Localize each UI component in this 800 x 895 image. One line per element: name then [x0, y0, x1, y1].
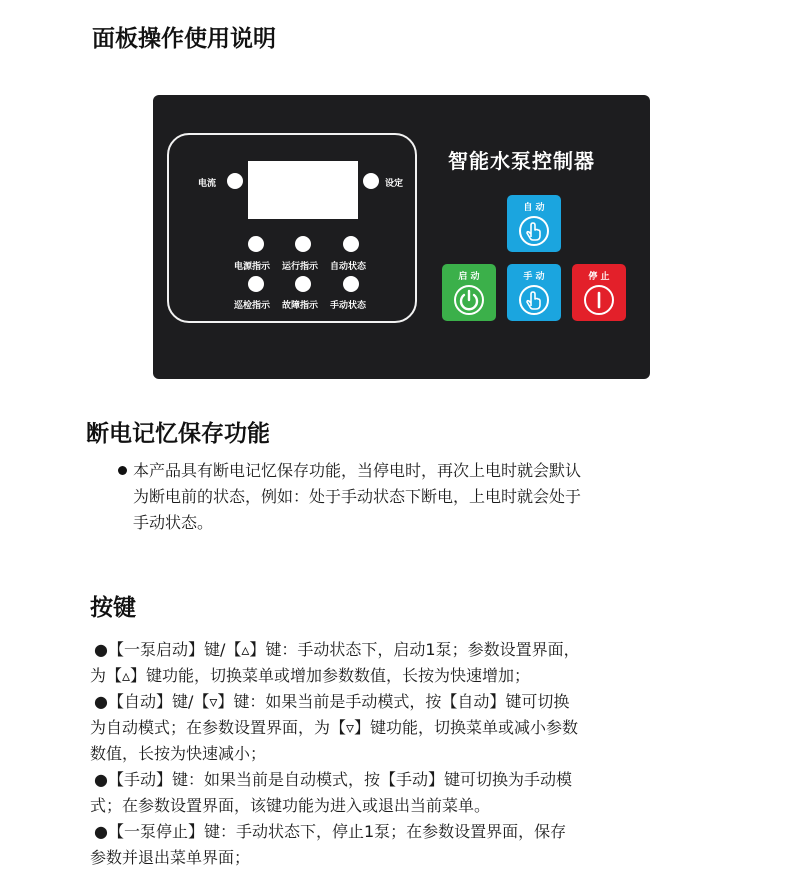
heading-panel-manual: 面板操作使用说明: [92, 26, 276, 52]
stop-button-label: 停 止: [588, 272, 610, 282]
heading-memory-function: 断电记忆保存功能: [86, 421, 270, 447]
keys-line-3: ●【自动】键/【▿】键：如果当前是手动模式，按【自动】键可切换: [94, 692, 570, 711]
power-indicator-led: [248, 236, 264, 252]
manual-state-led: [343, 276, 359, 292]
patrol-indicator-label: 巡检指示: [234, 301, 271, 311]
keys-line-7: 式；在参数设置界面，该键功能为进入或退出当前菜单。: [90, 796, 491, 815]
manual-button-label: 手 动: [523, 272, 545, 282]
manual-state-label: 手动状态: [330, 301, 367, 311]
stop-button[interactable]: [572, 264, 626, 321]
keys-description: [90, 637, 580, 871]
hand-icon: [518, 284, 550, 316]
hand-icon: [518, 215, 550, 247]
auto-button[interactable]: [507, 195, 561, 252]
fault-indicator-label: 故障指示: [282, 301, 319, 311]
bullet-icon: [118, 466, 127, 475]
controller-title: 智能水泵控制器: [448, 149, 595, 173]
keys-line-5: 数值，长按为快速减小；: [90, 744, 267, 763]
patrol-indicator-led: [248, 276, 264, 292]
run-indicator-label: 运行指示: [282, 262, 319, 272]
current-label: 电流: [198, 179, 217, 189]
start-button[interactable]: [442, 264, 496, 321]
power-indicator-label: 电源指示: [234, 262, 271, 272]
memory-description: [118, 458, 581, 536]
run-indicator-led: [295, 236, 311, 252]
start-button-label: 启 动: [458, 272, 480, 282]
memory-line-1: 本产品具有断电记忆保存功能，当停电时，再次上电时就会默认: [133, 461, 582, 480]
auto-state-label: 自动状态: [330, 262, 367, 272]
manual-button[interactable]: [507, 264, 561, 321]
control-panel: [153, 95, 650, 379]
keys-line-4: 为自动模式；在参数设置界面，为【▿】键功能，切换菜单或减小参数: [90, 718, 579, 737]
memory-line-2: 为断电前的状态，例如：处于手动状态下断电，上电时就会处于: [133, 487, 582, 506]
stop-icon: [583, 284, 615, 316]
heading-keys: 按键: [90, 595, 136, 621]
fault-indicator-led: [295, 276, 311, 292]
settings-label: 设定: [385, 179, 404, 189]
memory-line-3: 手动状态。: [133, 513, 214, 532]
keys-line-2: 为【▵】键功能，切换菜单或增加参数数值，长按为快速增加；: [90, 666, 531, 685]
power-icon: [453, 284, 485, 316]
keys-line-6: ●【手动】键：如果当前是自动模式，按【手动】键可切换为手动模: [94, 770, 572, 789]
keys-line-1: ●【一泵启动】键/【▵】键：手动状态下，启动1泵；参数设置界面，: [94, 640, 580, 659]
keys-line-8: ●【一泵停止】键：手动状态下，停止1泵；在参数设置界面，保存: [94, 822, 567, 841]
auto-button-label: 自 动: [523, 203, 545, 213]
keys-line-9: 参数并退出菜单界面；: [90, 848, 251, 867]
lcd-screen: [248, 161, 358, 219]
settings-led: [363, 173, 379, 189]
current-led: [227, 173, 243, 189]
auto-state-led: [343, 236, 359, 252]
